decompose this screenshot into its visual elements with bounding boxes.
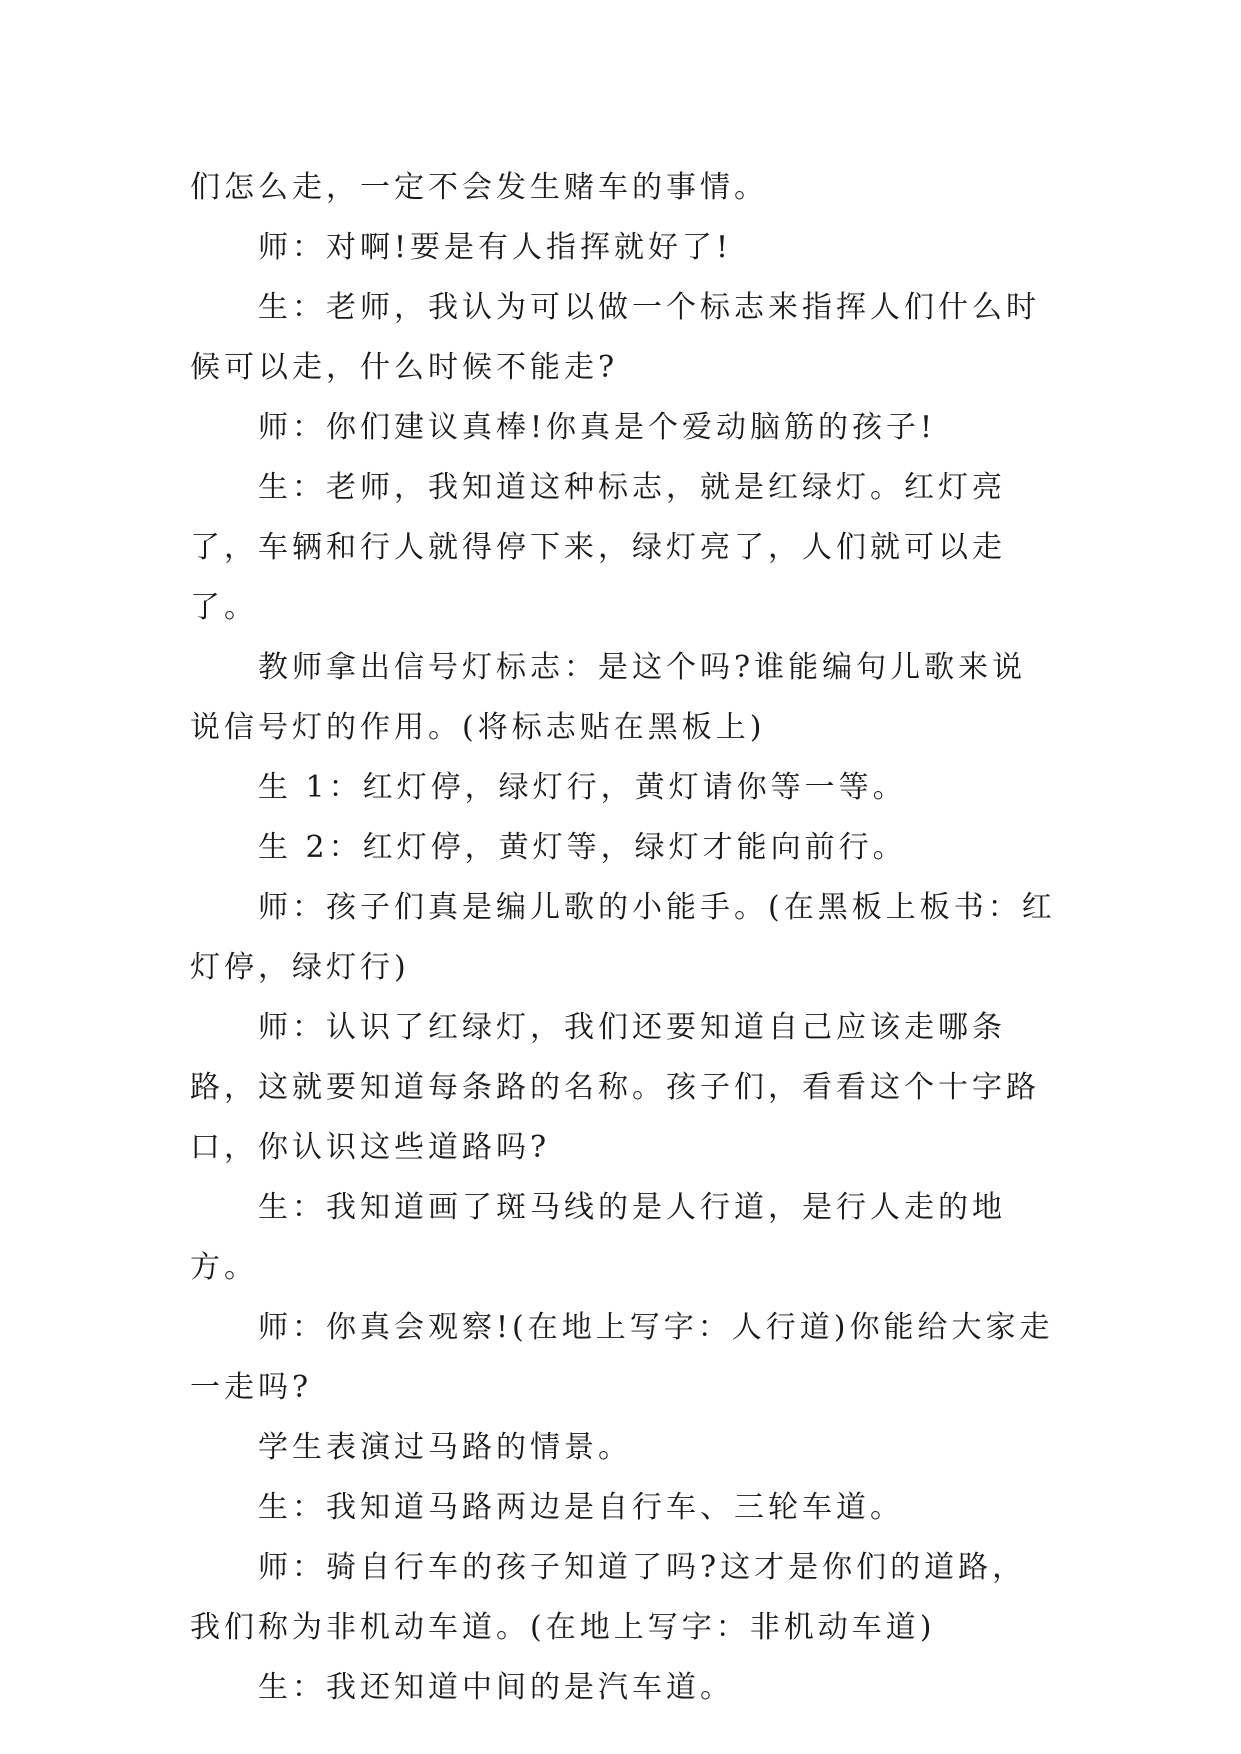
paragraph-16: 生：我还知道中间的是汽车道。: [258, 1670, 734, 1705]
paragraph-11: 生：我知道画了斑马线的是人行道，是行人走的地方。: [190, 1190, 1006, 1285]
paragraph-5: 生：老师，我知道这种标志，就是红绿灯。红灯亮了，车辆和行人就得停下来，绿灯亮了，人们就可以走了。: [190, 470, 1006, 625]
paragraph-9: 师：孩子们真是编儿歌的小能手。(在黑板上板书：红灯停，绿灯行): [190, 890, 1056, 985]
paragraph-14: 生：我知道马路两边是自行车、三轮车道。: [258, 1490, 904, 1525]
document-body: [190, 158, 1060, 1718]
paragraph-15: 师：骑自行车的孩子知道了吗?这才是你们的道路，我们称为非机动车道。(在地上写字：非机动车道): [190, 1550, 1027, 1645]
paragraph-12: 师：你真会观察!(在地上写字：人行道)你能给大家走一走吗?: [190, 1310, 1054, 1405]
paragraph-4: 师：你们建议真棒!你真是个爱动脑筋的孩子!: [258, 410, 937, 445]
paragraph-2: 师：对啊!要是有人指挥就好了!: [258, 230, 733, 265]
paragraph-1: 们怎么走，一定不会发生赌车的事情。: [190, 170, 768, 205]
paragraph-3: 生：老师，我认为可以做一个标志来指挥人们什么时候可以走，什么时候不能走?: [190, 290, 1040, 385]
paragraph-7: 生 1：红灯停，绿灯行，黄灯请你等一等。: [258, 770, 907, 805]
paragraph-10: 师：认识了红绿灯，我们还要知道自己应该走哪条路，这就要知道每条路的名称。孩子们，看看这个十字路口，你认识这些道路吗?: [190, 1010, 1040, 1165]
paragraph-8: 生 2：红灯停，黄灯等，绿灯才能向前行。: [258, 830, 907, 865]
paragraph-6: 教师拿出信号灯标志：是这个吗?谁能编句儿歌来说说信号灯的作用。(将标志贴在黑板上): [190, 650, 1027, 745]
paragraph-13: 学生表演过马路的情景。: [258, 1430, 632, 1465]
